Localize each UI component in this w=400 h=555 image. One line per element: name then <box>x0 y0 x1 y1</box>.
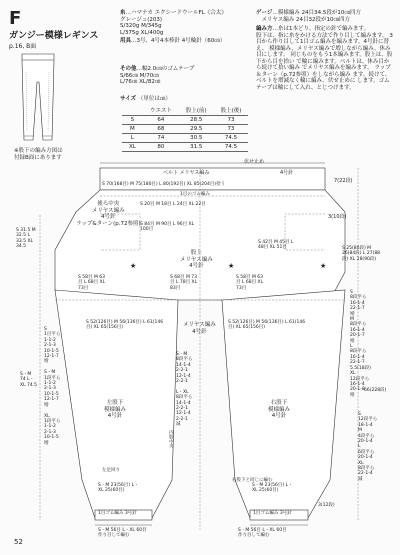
right-height: 66(228段) <box>364 388 387 393</box>
belt-height: 7(22段) <box>334 178 353 184</box>
leg-height: S・M 74 L・XL 74.5 <box>20 372 38 388</box>
size-row: XL 80 31.5 74.5 <box>122 143 248 152</box>
size-row: S 64 28.5 73 <box>122 116 248 125</box>
belt-return-label: 1目のゴム編み <box>180 192 210 197</box>
method-block: 編み方…糸は1本どり、指定の針で編みます。 股下は、指に糸をかける方法で作り目して編みます。 3目から作り目して1目ゴム編みを編みます。4号針に替え、 模様編み、メリヤス編みで増しながら編み、休み目にします。 同じものをもう1本編みます。股上は、股下から目を拾い で輪に編みます。ベルトは、休み目から続けて拾い編み でメリヤス編みを編みます。 ラップ＆ターン（p.72参照）をしながら編み ます。続けて、ベルトを増減なく輪に編み、伏せ止めに します。ゴムテープは輪にして入れ、とじつけます。 <box>256 26 393 91</box>
spec-size-label: サイズ （単位は㎝） <box>120 96 171 102</box>
inner-center-note: 内股中央 <box>168 430 174 448</box>
rise-label: 股上 メリヤス編み 4号針 <box>180 250 213 269</box>
bind-off-label: 伏せ止め <box>244 159 265 165</box>
right-decrease-list: S 12段平ら 18-1-4 M 4段平ら 20-1-4 L 6段平ら 20-1-4 XL 8段平ら 22-1-4 減 <box>358 412 378 482</box>
back-height: 3(10段) <box>328 214 347 220</box>
star-icon: ★ <box>130 262 137 270</box>
star-icon: ★ <box>320 262 327 270</box>
right-cast-on: S・M 56目 L・XL 60目 作り目して編む <box>238 528 287 539</box>
left-start-label: 左足回り <box>102 468 120 473</box>
left-rib-label: 1目ゴム編み 3号針 <box>98 511 137 516</box>
right-leg-sizes: S 52(126目) M 56(136目) L 61(146目) XL 65(156目) <box>228 320 306 331</box>
right-rib-label: 1目ゴム編み 3号針 <box>253 511 292 516</box>
spec-other: その他…幅2.0㎝のゴムテープ S/66㎝ M/70㎝ L/76㎝ XL/82㎝ <box>120 66 195 85</box>
spec-yarn: 糸…ハマナカ エクシードウールFL《合太》 グレージュ(203) S/320g M/345g L/375g XL/400g <box>120 10 227 36</box>
right-leg-label: 右股下 模様編み 4号針 <box>268 400 291 419</box>
belt-needle-label: 4号針 <box>280 170 294 176</box>
center-counts-right: S 58目 M 63目 L 68目 XL 73目 <box>236 275 264 291</box>
right-increase-list: S 8段平ら 16-1-4 22-1-7 増 M 8段平ら 16-1-4 20-1-7 増 L 8段平ら 16-1-4 22-1-7 5.5(18段) XL 12段平ら 16-1-4 20-1-8 増 <box>350 290 371 398</box>
left-rise-dimension: S 31.5 M 32.5 L 33.5 XL 34.5 <box>16 228 36 250</box>
pattern-title: ガンジー模様レギンス <box>9 31 99 41</box>
center-increase-list: S・M 8段平ら 14-1-4 2-2-1 12-1-4 2-2-1 L・XL 8段平ら 14-1-4 2-2-1 12-1-4 2-2-1 減 <box>176 352 193 428</box>
size-col: 股上(後) <box>214 105 249 116</box>
inner-counts-left: S 58目 M 63目 L 68目 XL 73目 <box>78 275 106 291</box>
back-center-label: 後ろ中央 メリヤス編み 4号針 ラップ&ターン(p.72参照) <box>76 201 141 227</box>
star-icon: ★ <box>228 262 235 270</box>
gauge-block: ゲージ…模様編み 24目34.5段が10㎝四方 メリヤス編み 24目32段が10㎝四方 <box>256 10 361 23</box>
spec-needles: 用具…3号、4号4本棒針 4号輪針（60㎝） <box>120 38 226 44</box>
join-note: 右股下と同じに編む <box>232 478 273 483</box>
pattern-letter: F <box>9 8 22 29</box>
size-col: 股上(前) <box>179 105 214 116</box>
cuff-height: 3(12段) <box>318 503 335 508</box>
middle-label: メリヤス編み 4号針 <box>183 322 216 335</box>
belt-label: ベルト メリヤス編み <box>163 170 210 176</box>
front-counts: S 84目 M 90目 L 96目 XL 100目 <box>140 222 195 233</box>
size-row: M 68 29.5 73 <box>122 125 248 134</box>
center-counts: S 68目 M 73目 L 78目 XL 83目 <box>170 275 198 291</box>
page-reference: p.16, B面 <box>9 43 37 50</box>
left-leg-sizes: S 52(126目) M 56(136目) L 61(146目) XL 65(156目) <box>86 320 164 331</box>
back-counts: S 20目 M 18目 L 24目 XL 22目 <box>140 202 206 207</box>
right-cuff-sizes: S・M 23(56目) L・XL 25(60目) <box>252 483 293 494</box>
right-rise-dimension: S 25(80段) M 26(84段) L 27(88段) XL 28(90段) <box>342 246 381 262</box>
page-number: 52 <box>14 538 23 546</box>
belt-sizes: S 70(168目) M 75(180目) L 80(192目) XL 85(204目)拾う <box>102 182 226 187</box>
left-cuff-sizes: S・M 23(56目) L・XL 25(60目) <box>98 483 139 494</box>
size-col: ウエスト <box>143 105 179 116</box>
left-cast-on: S・M 56目 L・XL 60目 作り目して編む <box>98 528 147 539</box>
size-row: L 74 30.5 74.5 <box>122 134 248 143</box>
left-leg-label: 左股下 模様編み 4号針 <box>104 400 127 419</box>
left-increase-list: S 1目平ら 1-1-2 2-1-3 10-1-5 12-1-7 増 S・M 1段平ら 1-1-2 2-1-3 10-1-5 12-1-7 増 XL 1段平ら 1-1-2 2-1-3 10-1-5 増 <box>44 327 61 446</box>
diagram-note: ※股下の編み方図は 付録B面にあります <box>14 148 63 161</box>
side-counts: S 42目 M 45目 L 48目 XL 51目 <box>258 240 294 251</box>
